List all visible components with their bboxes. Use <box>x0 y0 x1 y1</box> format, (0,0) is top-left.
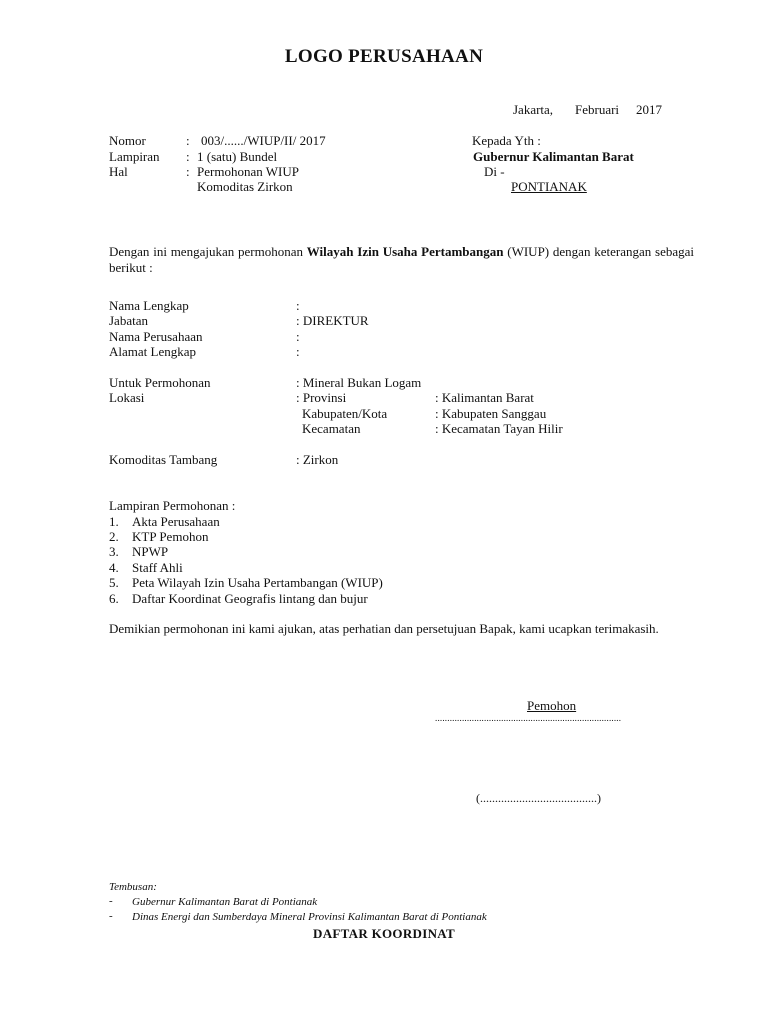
attachment-text: NPWP <box>132 544 169 559</box>
date-year: 2017 <box>636 102 662 117</box>
kabupaten-label: Kabupaten/Kota <box>302 406 388 421</box>
attachment-text: Peta Wilayah Izin Usaha Pertambangan (WIUP) <box>132 575 383 590</box>
nomor-sep: : <box>186 133 190 148</box>
kecamatan-label: Kecamatan <box>302 421 361 436</box>
alamat-label: Alamat Lengkap <box>109 344 196 359</box>
attachment-text: Staff Ahli <box>132 560 183 575</box>
attachments-heading: Lampiran Permohonan : <box>109 498 236 513</box>
untuk-value: : Mineral Bukan Logam <box>296 375 422 390</box>
kecamatan-value: : Kecamatan Tayan Hilir <box>435 421 563 436</box>
hal-label: Hal <box>109 164 128 179</box>
logo-placeholder-title: LOGO PERUSAHAAN <box>284 46 484 67</box>
date-city: Jakarta, <box>513 102 554 117</box>
kabupaten-value: : Kabupaten Sanggau <box>435 406 547 421</box>
attachment-text: KTP Pemohon <box>132 529 209 544</box>
tembusan-bullet: - <box>109 895 113 907</box>
attachment-num: 3. <box>109 544 119 559</box>
tembusan-heading: Tembusan: <box>109 881 157 893</box>
attachment-num: 1. <box>109 514 119 529</box>
date-month: Februari <box>575 102 620 117</box>
lokasi-label: Lokasi <box>109 390 145 405</box>
recipient-name: Gubernur Kalimantan Barat <box>473 149 634 164</box>
attachment-text: Akta Perusahaan <box>132 514 220 529</box>
lampiran-label: Lampiran <box>109 149 160 164</box>
recipient-di: Di - <box>484 164 505 179</box>
komoditas-label: Komoditas Tambang <box>109 452 218 467</box>
recipient-place: PONTIANAK <box>511 179 587 194</box>
attachment-text: Daftar Koordinat Geografis lintang dan bujur <box>132 591 368 606</box>
attachment-num: 6. <box>109 591 119 606</box>
provinsi-label: : Provinsi <box>296 390 347 405</box>
tembusan-item: Gubernur Kalimantan Barat di Pontianak <box>132 896 318 908</box>
signature-name-placeholder: (.......................................) <box>476 791 601 805</box>
alamat-value: : <box>296 344 300 359</box>
intro-text-before: Dengan ini mengajukan permohonan <box>109 244 307 259</box>
jabatan-label: Jabatan <box>109 313 148 328</box>
lampiran-value: 1 (satu) Bundel <box>197 149 278 164</box>
intro-text-after: (WIUP) dengan keterangan sebagai berikut : <box>109 244 694 275</box>
attachment-num: 2. <box>109 529 119 544</box>
attachment-num: 4. <box>109 560 119 575</box>
intro-text-bold: Wilayah Izin Usaha Pertambangan <box>306 244 504 259</box>
nomor-label: Nomor <box>109 133 146 148</box>
tembusan-item: Dinas Energi dan Sumberdaya Mineral Provinsi Kalimantan Barat di Pontianak <box>132 911 487 923</box>
hal-sep: : <box>186 164 190 179</box>
untuk-label: Untuk Permohonan <box>109 375 211 390</box>
nomor-value: 003/....../WIUP/II/ 2017 <box>201 133 326 148</box>
jabatan-value: : DIREKTUR <box>296 313 369 328</box>
hal-value-1: Permohonan WIUP <box>197 164 299 179</box>
signature-label: Pemohon <box>527 698 577 713</box>
lampiran-sep: : <box>186 149 190 164</box>
provinsi-value: : Kalimantan Barat <box>435 390 534 405</box>
hal-value-2: Komoditas Zirkon <box>197 179 293 194</box>
nama-label: Nama Lengkap <box>109 298 189 313</box>
komoditas-value: : Zirkon <box>296 452 339 467</box>
perusahaan-label: Nama Perusahaan <box>109 329 203 344</box>
signature-dots: ............................................................................ <box>435 713 622 723</box>
intro-paragraph <box>109 244 694 276</box>
attachment-num: 5. <box>109 575 119 590</box>
perusahaan-value: : <box>296 329 300 344</box>
closing-paragraph: Demikian permohonan ini kami ajukan, atas perhatian dan persetujuan Bapak, kami ucapkan terimakasih. <box>109 621 659 636</box>
tembusan-bullet: - <box>109 910 113 922</box>
kepada-yth: Kepada Yth : <box>472 133 541 148</box>
next-section-title: DAFTAR KOORDINAT <box>313 926 455 941</box>
nama-value: : <box>296 298 300 313</box>
